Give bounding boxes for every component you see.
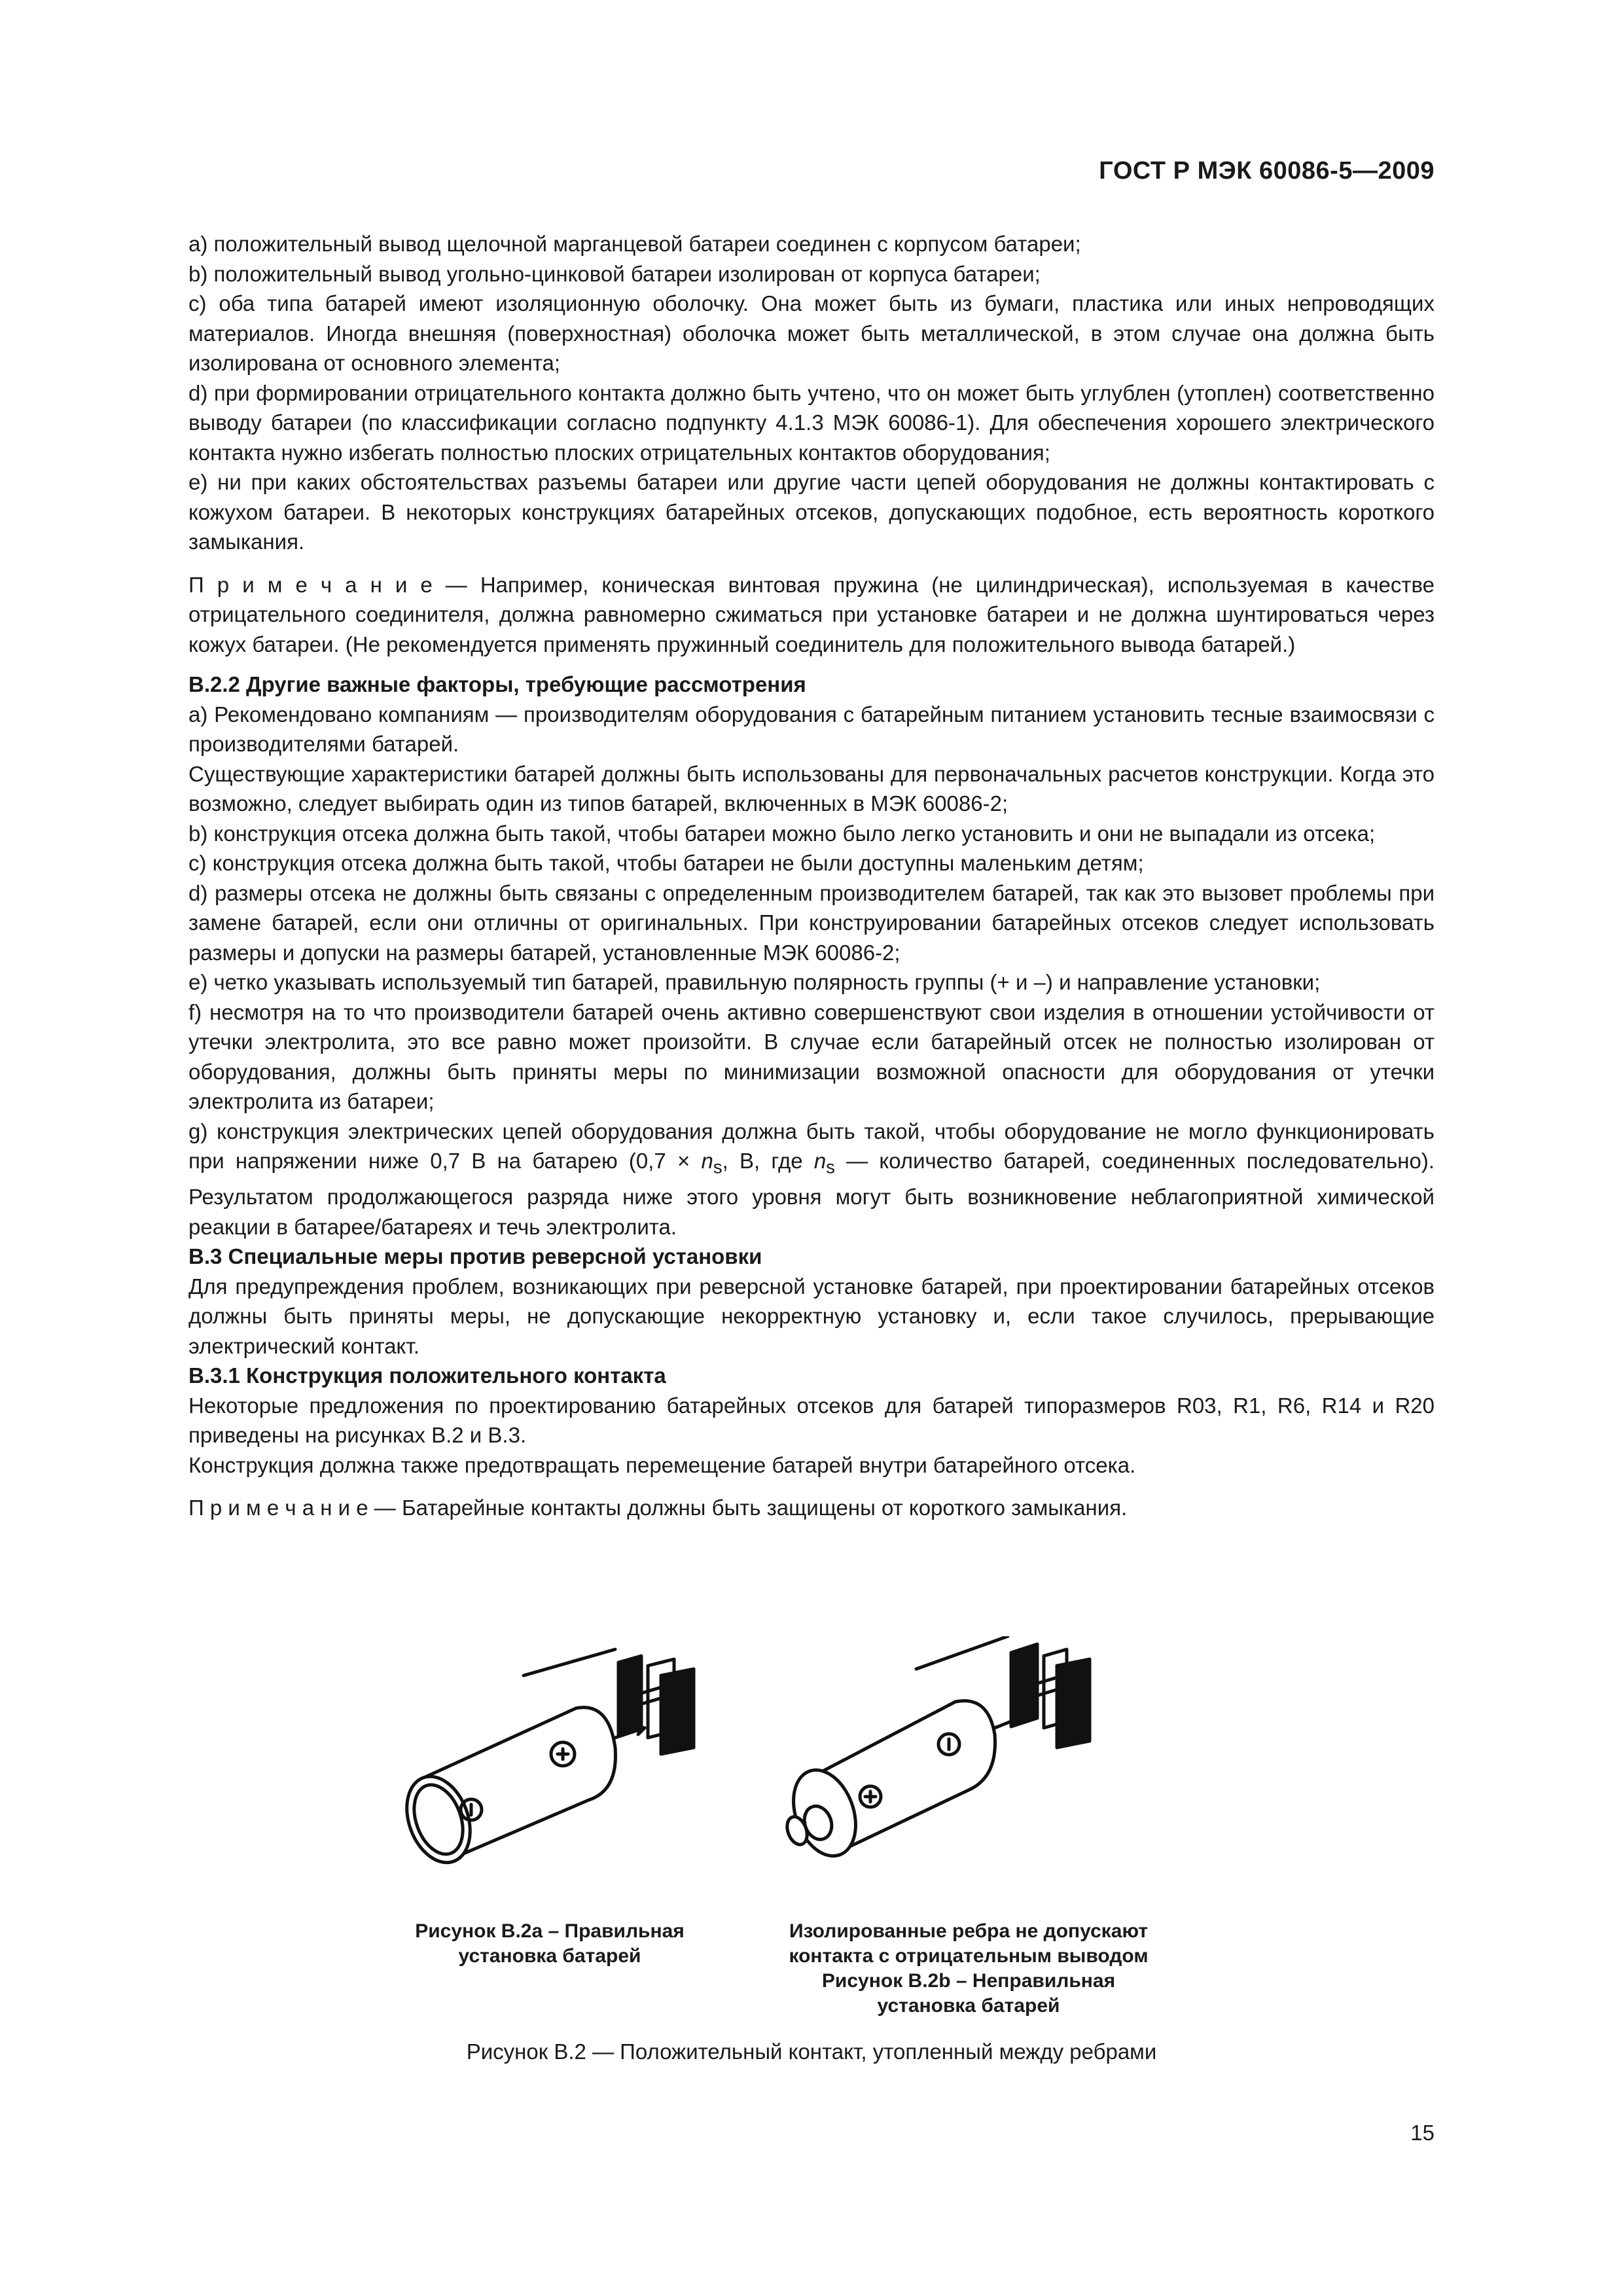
- note-2: [188, 1493, 1435, 1523]
- list-item: е) четко указывать используемый тип батарей, правильную полярность группы (+ и –) и направление установки;: [188, 970, 1321, 994]
- paragraph: Для предупреждения проблем, возникающих при реверсной установке батарей, при проектировании батарейных отсеков должны быть приняты меры, не допускающие некорректную установку и, если такое случилось, прерывающие электрический контакт.: [188, 1274, 1435, 1358]
- list-item: f) несмотря на то что производители батарей очень активно совершенствуют свои изделия в отношении устойчивости от утечки электролита, это все равно может произойти. В случае если батарейный отсек не полностью изолирован от оборудования, должны быть приняты меры по минимизации возможной опасности для оборудования от утечки электролита из батареи;: [188, 999, 1435, 1113]
- document-header: ГОСТ Р МЭК 60086-5—2009: [1099, 157, 1435, 185]
- note-label: П р и м е ч а н и е: [188, 572, 433, 597]
- list-item: a) положительный вывод щелочной марганцевой батареи соединен с корпусом батареи;: [188, 232, 1081, 256]
- figure-caption-left: Рисунок В.2а – Правильная установка батарей: [415, 1920, 685, 1967]
- list-item: b) конструкция отсека должна быть такой, чтобы батареи можно было легко установить и они не выпадали из отсека;: [188, 821, 1376, 846]
- note-text: — Батарейные контакты должны быть защищены от короткого замыкания.: [368, 1496, 1128, 1520]
- correct-battery-illustration: [395, 1649, 694, 1871]
- battery-figure: [366, 1636, 1178, 1911]
- paragraph: Существующие характеристики батарей должны быть использованы для первоначальных расчетов конструкции. Когда это возможно, следует выбирать один из типов батарей, включенных в МЭК 60086-2;: [188, 761, 1435, 816]
- list-item-g: g) конструкция электрических цепей оборудования должна быть такой, чтобы оборудование не могло функционировать при напряжении ниже 0,7 В на батарею ($0,7 \times n_s$, В, где $n_s$ — количество батарей, соединенных последовательно). Результатом продолжающегося разряда ниже этого уровня могут быть возникновение неблагоприятной химической реакции в батарее/батареях и течь электролита.: [188, 1119, 1435, 1239]
- note-1: [188, 570, 1435, 660]
- figure-caption: Рисунок В.2 — Положительный контакт, утопленный между ребрами: [466, 2039, 1157, 2064]
- list-item: с) конструкция отсека должна быть такой, чтобы батареи не были доступны маленьким детям;: [188, 851, 1144, 875]
- figure-caption-right: Изолированные ребра не допускают контакта с отрицательным выводом Рисунок В.2b – Неправильная установка батарей: [789, 1920, 1149, 2017]
- list-item: d) при формировании отрицательного контакта должно быть учтено, что он может быть углублен (утоплен) соответственно выводу батареи (по классификации согласно подпункту 4.1.3 МЭК 60086-1). Для обеспечения хорошего электрического контакта нужно избегать полностью плоских отрицательных контактов оборудования;: [188, 380, 1435, 465]
- section-heading-b31: В.3.1 Конструкция положительного контакта: [188, 1363, 666, 1388]
- section-heading-b22: В.2.2 Другие важные факторы, требующие рассмотрения: [188, 672, 806, 696]
- list-item: е) ни при каких обстоятельствах разъемы батареи или другие части цепей оборудования не должны контактировать с кожухом батареи. В некоторых конструкциях батарейных отсеков, допускающих подобное, есть вероятность короткого замыкания.: [188, 470, 1435, 554]
- incorrect-battery-illustration: [782, 1636, 1090, 1865]
- section-heading-b3: В.3 Специальные меры против реверсной установки: [188, 1244, 762, 1269]
- note-label: П р и м е ч а н и е: [188, 1496, 368, 1520]
- list-item: с) оба типа батарей имеют изоляционную оболочку. Она может быть из бумаги, пластика или иных непроводящих материалов. Иногда внешняя (поверхностная) оболочка может быть металлической, в этом случае она должна быть изолирована от основного элемента;: [188, 291, 1435, 375]
- note-text: — Например, коническая винтовая пружина (не цилиндрическая), используемая в качестве отрицательного соединителя, должна равномерно сжиматься при установке батареи и не должна шунтироваться через кожух батареи. (Не рекомендуется применять пружинный соединитель для положительного вывода батарей.): [188, 572, 1435, 656]
- paragraph: Некоторые предложения по проектированию батарейных отсеков для батарей типоразмеров R03, R1, R6, R14 и R20 приведены на рисунках В.2 и В.3.: [188, 1393, 1435, 1448]
- list-item: а) Рекомендовано компаниям — производителям оборудования с батарейным питанием установить тесные взаимосвязи с производителями батарей.: [188, 702, 1435, 756]
- paragraph: Конструкция должна также предотвращать перемещение батарей внутри батарейного отсека.: [188, 1452, 1136, 1477]
- body-text: [188, 229, 1435, 1523]
- page-number: 15: [1410, 2121, 1435, 2145]
- list-item: b) положительный вывод угольно-цинковой батареи изолирован от корпуса батареи;: [188, 261, 1041, 286]
- list-item: d) размеры отсека не должны быть связаны с определенным производителем батарей, так как это вызовет проблемы при замене батарей, если они отличны от оригинальных. При конструировании батарейных отсеков следует использовать размеры и допуски на размеры батарей, установленные МЭК 60086-2;: [188, 880, 1435, 965]
